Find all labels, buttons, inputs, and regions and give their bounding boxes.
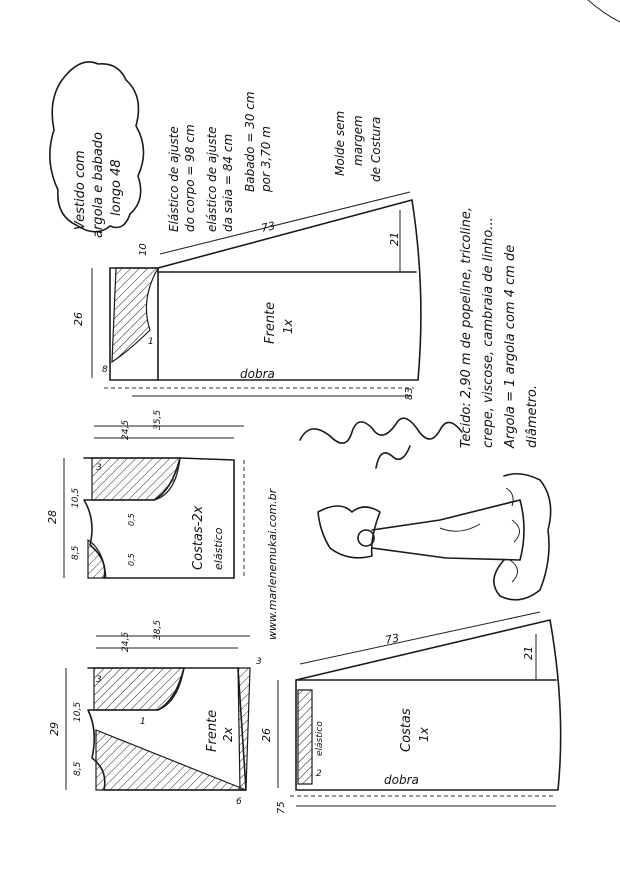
fabric-line-1: Tecido: 2,90 m de popeline, tricoline,	[459, 207, 474, 448]
back-top-m-total: 28	[46, 510, 59, 524]
note-seam-2: margem	[351, 115, 365, 166]
front-top-name: Frente	[205, 709, 220, 752]
fabric-line-2: crepe, viscose, cambraia de linho...	[481, 217, 496, 448]
page-corner-curl	[588, 0, 620, 22]
fabric-line-3: Argola = 1 argola com 4 cm de	[503, 244, 518, 448]
note-elastic-body-1: Elástico de ajuste	[167, 126, 181, 232]
back-skirt-m-top: 26	[260, 728, 273, 742]
front-skirt-m-small: 8	[102, 365, 108, 375]
front-top-m-total: 29	[48, 722, 61, 736]
back-skirt-count: 1x	[417, 727, 431, 742]
back-skirt-dim-73	[300, 612, 540, 664]
back-skirt-piece	[260, 612, 561, 814]
back-skirt-m-hem: 21	[522, 646, 535, 660]
front-top-m-b: 8,5	[73, 761, 83, 776]
front-top-m-g: 6	[236, 797, 242, 807]
front-top-m-e: 3	[96, 675, 102, 685]
back-top-m-g: 0,5	[127, 553, 136, 566]
front-skirt-dim-73	[160, 192, 410, 254]
note-ruffle-2: por 3,70 m	[259, 126, 273, 192]
back-top-name: Costas-2x	[191, 505, 206, 570]
front-skirt-hatch	[112, 268, 158, 362]
title-line-2: argola e babado	[91, 132, 106, 238]
back-top-piece	[46, 410, 244, 578]
back-top-hatch-upper	[92, 458, 180, 500]
front-skirt-name: Frente	[263, 301, 278, 344]
front-skirt-m-one: 1	[148, 337, 154, 347]
back-skirt-fold-label: dobra	[384, 773, 419, 787]
front-skirt-m-hem: 21	[388, 232, 401, 246]
fabric-line-4: diâmetro.	[525, 384, 540, 448]
back-top-m-a: 10,5	[71, 487, 81, 508]
back-top-m-d: 35,5	[153, 409, 163, 430]
note-elastic-body-2: do corpo = 98 cm	[183, 124, 197, 232]
back-top-m-b: 8,5	[71, 545, 81, 560]
back-top-m-f: 0,5	[127, 513, 136, 526]
back-skirt-m-width: 75	[276, 801, 287, 814]
back-skirt-name: Costas	[399, 708, 414, 752]
website-url: www.marlenemukai.com.br	[266, 488, 279, 640]
back-top-m-c: 24,5	[121, 419, 131, 440]
front-skirt-m-length: 73	[259, 219, 277, 235]
back-top-hatch-lower	[88, 540, 106, 578]
ring-accessory	[358, 530, 374, 546]
dress-illustration	[318, 474, 551, 600]
back-skirt-m-two: 2	[316, 769, 322, 779]
front-top-hatch-side	[238, 668, 250, 790]
front-top-piece	[48, 620, 262, 807]
front-top-m-c: 24,5	[121, 631, 131, 652]
note-elastic-skirt-2: da saia = 84 cm	[221, 133, 235, 232]
note-elastic-skirt-1: elástico de ajuste	[205, 126, 219, 232]
front-top-hatch-upper	[94, 668, 184, 710]
front-top-m-f: 1	[140, 717, 146, 727]
back-skirt-elastic: elástico	[315, 721, 325, 756]
front-skirt-m-width: 83	[404, 387, 415, 400]
signature-mark	[300, 418, 462, 468]
note-seam-3: de Costura	[369, 116, 383, 182]
note-ruffle-1: Babado = 30 cm	[243, 91, 257, 192]
back-top-m-e: 3	[96, 463, 102, 473]
back-skirt-hatch	[298, 690, 312, 784]
front-top-m-a: 10,5	[73, 701, 83, 722]
front-top-m-d: 38,5	[153, 619, 163, 640]
front-skirt-m-top: 26	[72, 312, 85, 326]
front-skirt-count: 1x	[281, 319, 295, 334]
back-skirt-outline	[296, 620, 561, 790]
front-top-count: 2x	[221, 727, 235, 742]
back-skirt-m-length: 73	[383, 631, 401, 647]
back-top-elastic: elástico	[212, 527, 225, 570]
title-line-1: Vestido com	[73, 150, 88, 230]
note-seam-1: Molde sem	[333, 110, 347, 176]
front-skirt-m-side: 10	[138, 243, 149, 256]
front-skirt-fold-label: dobra	[240, 367, 275, 381]
front-top-m-h: 3	[256, 657, 262, 667]
title-line-3: longo 48	[109, 159, 124, 216]
